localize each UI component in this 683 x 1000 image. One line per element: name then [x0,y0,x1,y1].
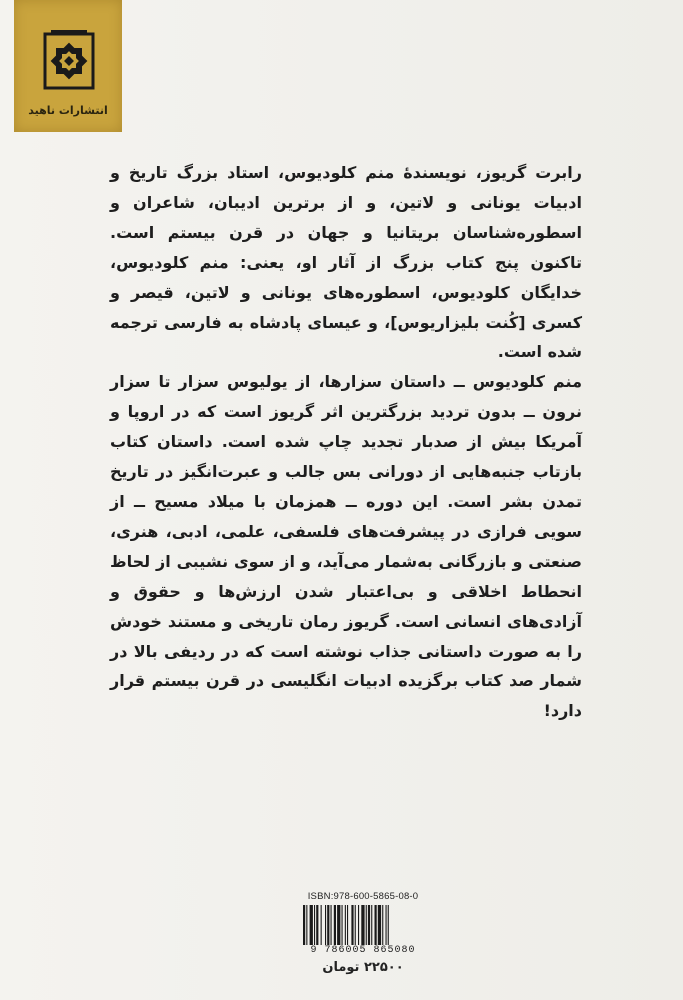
publisher-name: انتشارات ناهید [28,104,108,117]
barcode-bar [388,905,389,945]
isbn-barcode-block [300,890,426,957]
barcode-bar [355,905,356,945]
barcode-digits: 9 786005 865080 [310,945,416,956]
barcode-bar [345,905,346,945]
barcode-icon [302,905,424,945]
barcode-bar [314,905,315,945]
price-label: ۲۲۵۰۰ تومان [322,960,404,975]
barcode-bar [306,905,307,945]
barcode-bar [366,905,367,945]
barcode-bar [371,905,372,945]
barcode-bar [382,905,383,945]
barcode-bar [351,905,353,945]
barcode-bar [321,905,322,945]
barcode-bar [325,905,326,945]
barcode-bar [327,905,329,945]
barcode-bar [310,905,313,945]
description-paragraph-1: رابرت گریوز، نویسندهٔ منم کلودیوس، استاد بزرگ تاریخ و ادبیات یونانی و لاتین، و از برترین ادیبان، شاعران و اسطوره‌شناسان بریتانیا و جهان در قرن بیستم است. تاکنون پنج کتاب بزرگ از آثار او، یعنی: منم کلودیوس، خدایگان کلودیوس، اسطوره‌های یونانی و لاتین، قیصر و کسری [کُنت بلیزاریوس]، و عیسای پادشاه به فارسی ترجمه شده است. [110,163,582,362]
barcode-bar [386,905,387,945]
barcode-bar [331,905,332,945]
barcode-bar [378,905,381,945]
eight-point-star-emblem-icon [42,30,96,92]
barcode-bar [375,905,377,945]
barcode-bar [361,905,364,945]
book-description [110,158,582,726]
barcode-bar [347,905,348,945]
barcode-bar [358,905,359,945]
publisher-logo-box [14,0,122,132]
barcode-bar [316,905,318,945]
description-paragraph-2: منم کلودیوس ــ داستان سزارها، از یولیوس سزار تا سزار نرون ــ بدون تردید بزرگترین اثر گریوز است که در اروپا و آمریکا بیش از صدبار تجدید چاپ شده است. داستان کتاب بازتاب جنبه‌هایی از دورانی بس جالب و عبرت‌انگیز در تاریخ تمدن بشر است. این دوره ــ همزمان با میلاد مسیح ــ از سویی فرازی در پیشرفت‌های فلسفی، علمی، ادبی، هنری، صنعتی و بازرگانی به‌شمار می‌آید، و از سوی نشیبی از لحاظ انحطاط اخلاقی و بی‌اعتبار شدن ارزش‌ها و حقوق و آزادی‌های انسانی است. گریوز رمان تاریخی و مستند خودش را به صورت داستانی جذاب نوشته است که در ردیفی بالا در شمار صد کتاب برگزیده ادبیات انگلیسی در قرن بیستم قرار دارد! [110,372,582,721]
barcode-bar [303,905,305,945]
barcode-bar [337,905,340,945]
barcode-bar [368,905,370,945]
isbn-label: ISBN:978-600-5865-08-0 [307,891,419,902]
barcode-bar [334,905,336,945]
barcode-bar [342,905,343,945]
